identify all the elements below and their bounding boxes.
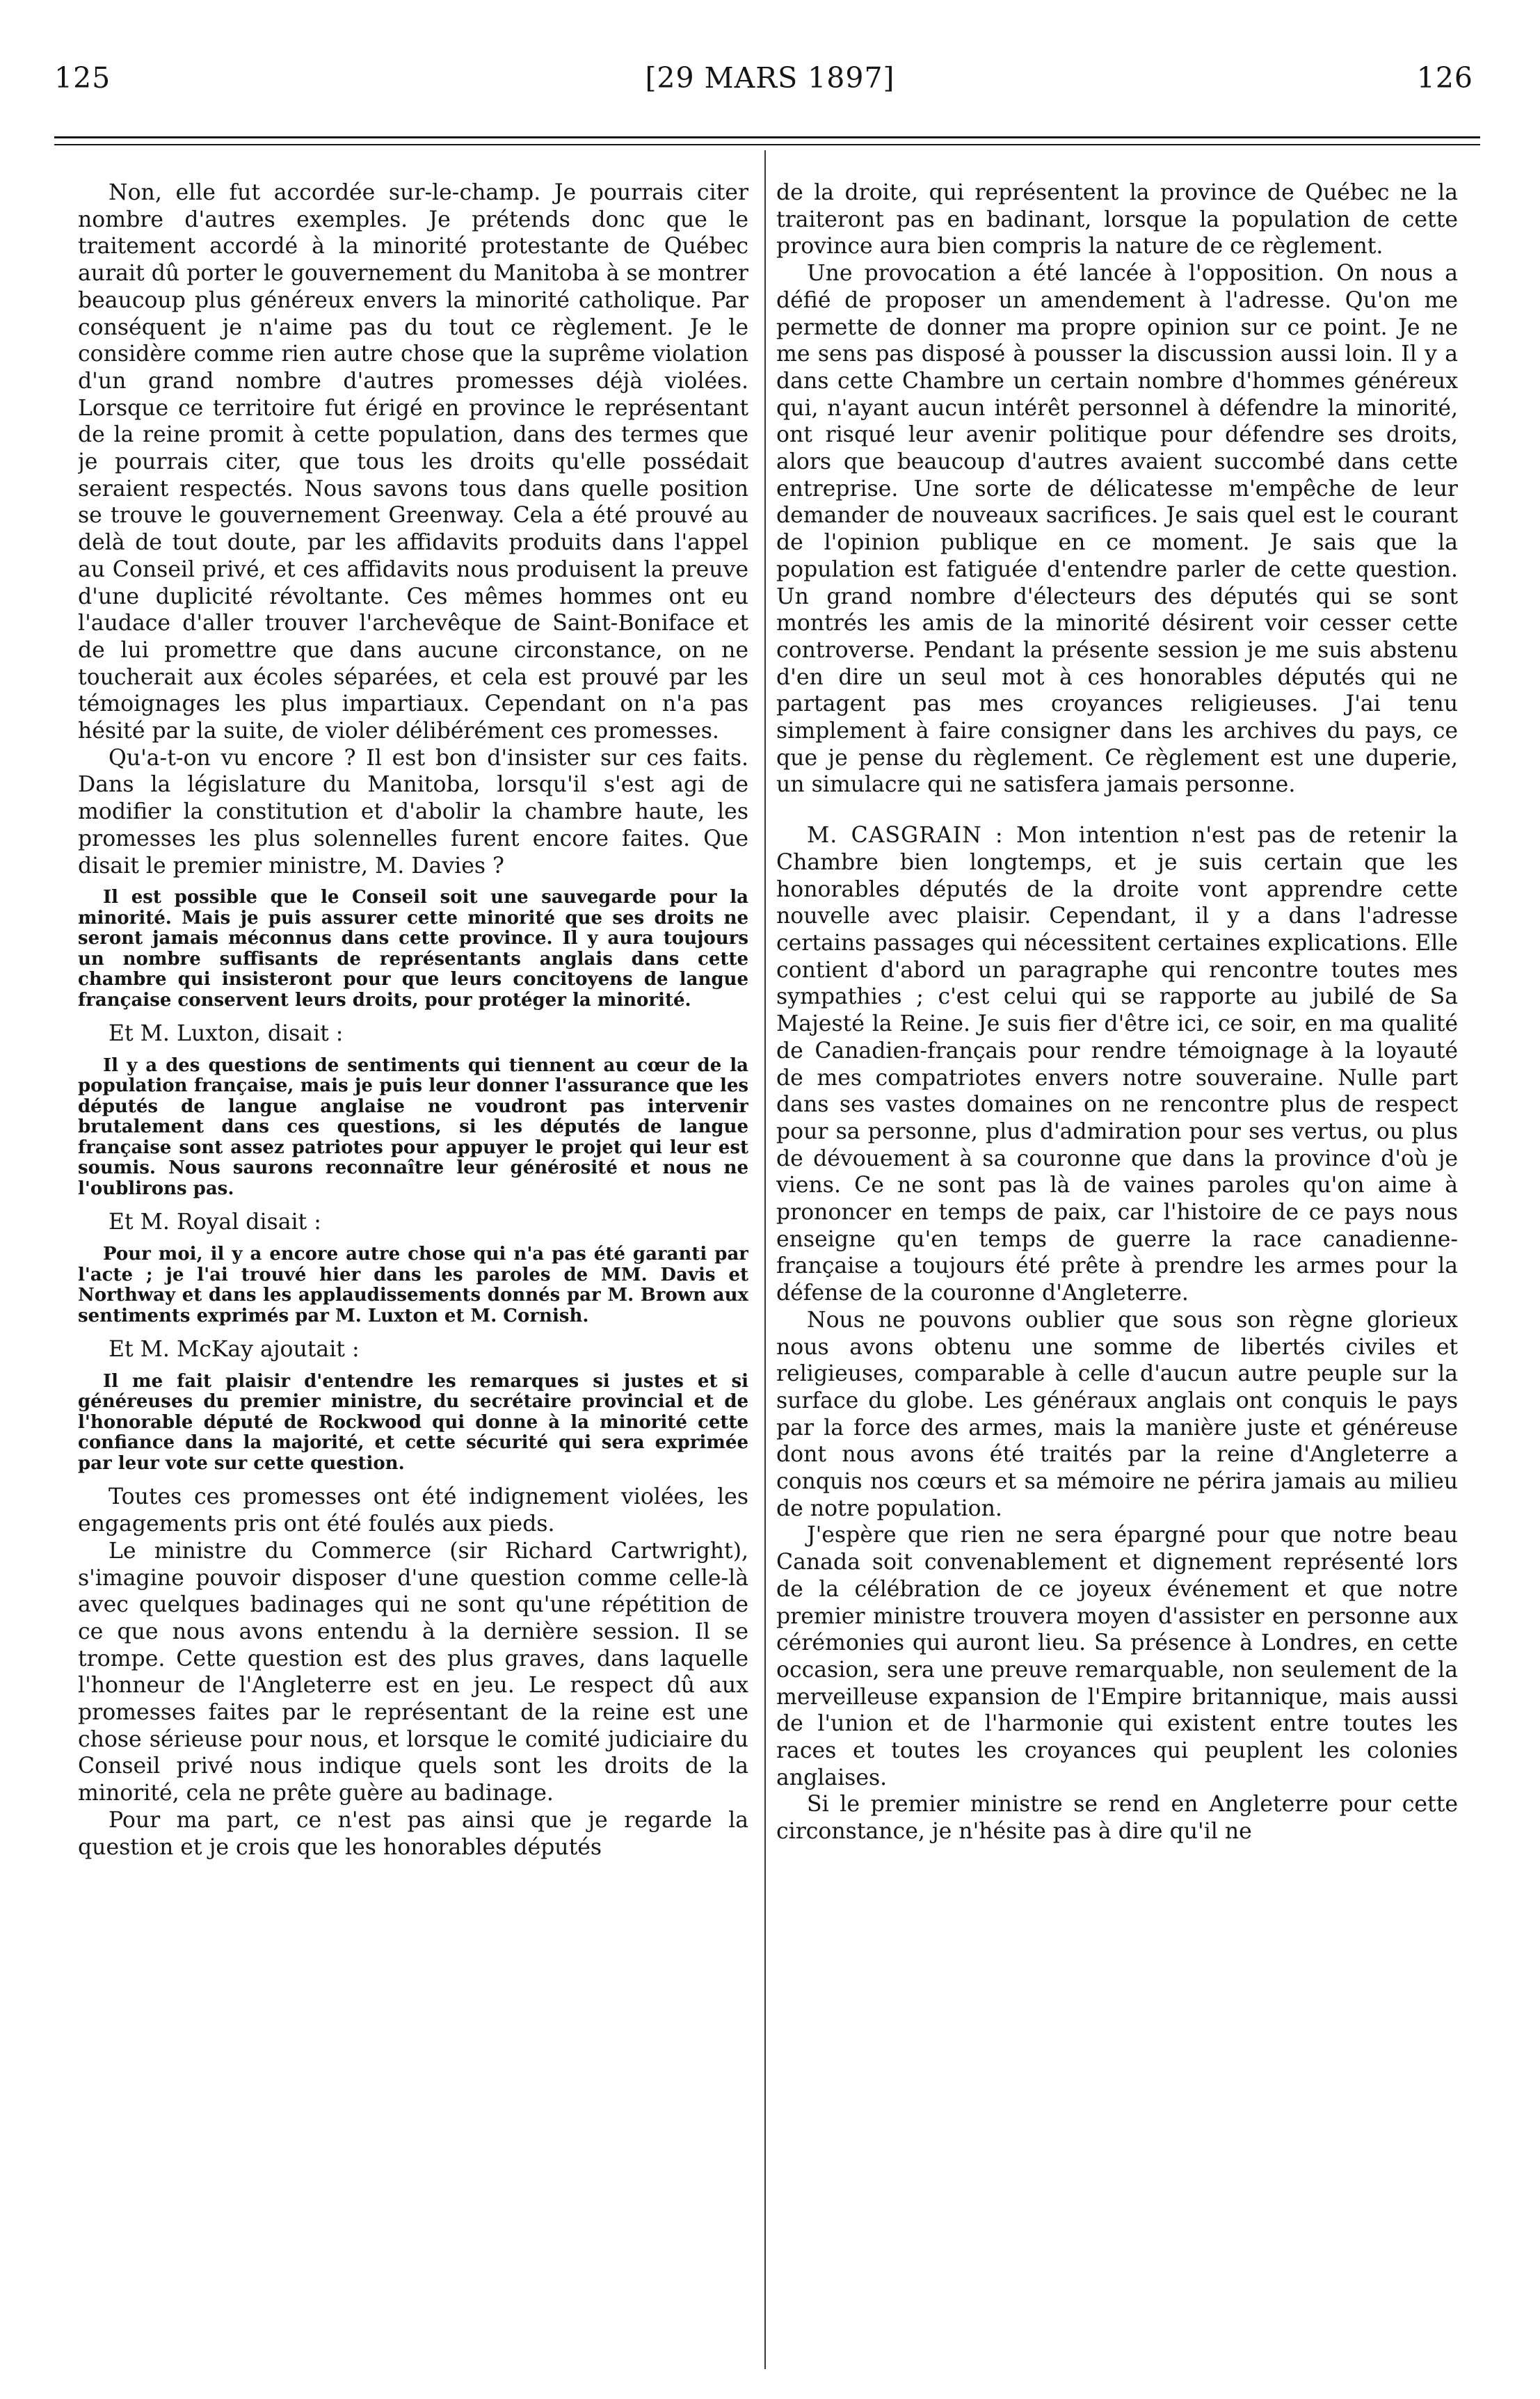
header-rule-top bbox=[54, 136, 1480, 138]
paragraph: Si le premier ministre se rend en Angleterre pour cette circonstance, je n'hésite pas à dire qu'il ne bbox=[776, 1792, 1458, 1845]
header-rule-bottom bbox=[54, 144, 1480, 145]
paragraph: Le ministre du Commerce (sir Richard Cartwright), s'imagine pouvoir disposer d'une question comme celle-là avec quelques badinages qui ne sont qu'une répétition de ce que nous avons entendu à la dernière session. Il se trompe. Cette question est des plus graves, dans laquelle l'honneur de l'Angleterre est en jeu. Le respect dû aux promesses faites par le représentant de la reine est une chose sérieuse pour nous, et lorsque le comité judiciaire du Conseil privé nous indique quels sont les droits de la minorité, cela ne prête guère au badinage. bbox=[78, 1538, 748, 1806]
paragraph: Qu'a-t-on vu encore ? Il est bon d'insister sur ces faits. Dans la législature du Manitoba, lorsqu'il s'est agi de modifier la constitution et d'abolir la chambre haute, les promesses les plus solennelles furent encore faites. Que disait le premier ministre, M. Davies ? bbox=[78, 745, 748, 878]
paragraph: Une provocation a été lancée à l'opposition. On nous a défié de proposer un amendement à l'adresse. Qu'on me permette de donner ma propre opinion sur ce point. Je ne me sens pas disposé à pousser la discussion aussi loin. Il y a dans cette Chambre un certain nombre d'hommes généreux qui, n'ayant aucun intérêt personnel à défendre la minorité, ont risqué leur avenir politique pour défendre ses droits, alors que beaucoup d'autres avaient succombé dans cette entreprise. Une sorte de délicatesse m'empêche de leur demander de nouveaux sacrifices. Je sais quel est le courant de l'opinion publique en ce moment. Je sais que la population est fatiguée d'entendre parler de cette question. Un grand nombre d'électeurs des députés qui se sont montrés les amis de la minorité désirent voir cesser cette controverse. Pendant la présente session je me suis abstenu d'en dire un seul mot à ces honorables députés qui ne partagent pas mes croyances religieuses. J'ai tenu simplement à faire consigner dans les archives du pays, ce que je pense du règlement. Ce règlement est une duperie, un simulacre qui ne satisfera jamais personne. bbox=[776, 261, 1458, 798]
quotation: Il est possible que le Conseil soit une sauvegarde pour la minorité. Mais je puis assurer cette minorité que ses droits ne seront jamais méconnus dans cette province. Il y aura toujours un nombre suffisants de représentants anglais dans cette chambre qui insisteront pour que leurs concitoyens de langue française conservent leurs droits, pour protéger la minorité. bbox=[78, 887, 748, 1011]
quotation: Il me fait plaisir d'entendre les remarques si justes et si généreuses du premier ministre, du secrétaire provincial et de l'honorable député de Rockwood qui donne à la minorité cette confiance dans la majorité, et cette sécurité qui sera exprimée par leur vote sur cette question. bbox=[78, 1370, 748, 1474]
speaker-name: M. CASGRAIN : bbox=[807, 823, 1004, 849]
page-date: [29 MARS 1897] bbox=[645, 61, 895, 95]
speech-opening bbox=[776, 822, 1458, 1307]
paragraph: J'espère que rien ne sera épargné pour que notre beau Canada soit convenablement et dignement représenté lors de la célébration de ce joyeux événement et que notre premier ministre trouvera moyen d'assister en personne aux cérémonies qui auront lieu. Sa présence à Londres, en cette occasion, sera une preuve remarquable, non seulement de la merveilleuse expansion de l'Empire britannique, mais aussi de l'union et de l'harmonie qui existent entre toutes les races et toutes les croyances qui peuplent les colonies anglaises. bbox=[776, 1523, 1458, 1790]
right-column bbox=[776, 179, 1458, 2370]
paragraph: Pour ma part, ce n'est pas ainsi que je regarde la question et je crois que les honorables députés bbox=[78, 1807, 748, 1860]
paragraph: Nous ne pouvons oublier que sous son règne glorieux nous avons obtenu une somme de libertés civiles et religieuses, comparable à celle d'aucun autre peuple sur la surface du globe. Les généraux anglais ont conquis le pays par la force des armes, mais la manière juste et généreuse dont nous avons été traités par la reine d'Angleterre a conquis nos cœurs et sa mémoire ne périra jamais au milieu de notre population. bbox=[776, 1307, 1458, 1521]
paragraph: Et M. McKay ajoutait : bbox=[109, 1337, 360, 1363]
paragraph: Toutes ces promesses ont été indignement violées, les engagements pris ont été foulés aux pieds. bbox=[78, 1484, 748, 1537]
left-column bbox=[78, 179, 748, 2370]
paragraph: de la droite, qui représentent la province de Québec ne la traiteront pas en badinant, lorsque la population de cette province aura bien compris la nature de ce règlement. bbox=[776, 180, 1458, 259]
page-number-right: 126 bbox=[1416, 61, 1473, 95]
quotation: Pour moi, il y a encore autre chose qui n'a pas été garanti par l'acte ; je l'ai trouvé hier dans les paroles de MM. Davis et Northway et dans les applaudissements donnés par M. Brown aux sentiments exprimés par M. Luxton et M. Cornish. bbox=[78, 1244, 748, 1326]
paragraph: Non, elle fut accordée sur-le-champ. Je pourrais citer nombre d'autres exemples. Je prétends donc que le traitement accordé à la minorité protestante de Québec aurait dû porter le gouvernement du Manitoba à se montrer beaucoup plus généreux envers la minorité catholique. Par conséquent je n'aime pas du tout ce règlement. Je le considère comme rien autre chose que la suprême violation d'un grand nombre d'autres promesses déjà violées. Lorsque ce territoire fut érigé en province le représentant de la reine promit à cette population, dans des termes que je pourrais citer, que tous les droits qu'elle possédait seraient respectés. Nous savons tous dans quelle position se trouve le gouvernement Greenway. Cela a été prouvé au delà de tout doute, par les affidavits produits dans l'appel au Conseil privé, et ces affidavits nous produisent la preuve d'une duplicité révoltante. Ces mêmes hommes ont eu l'audace d'aller trouver l'archevêque de Saint-Boniface et de lui promettre que dans aucune circonstance, on ne toucherait aux écoles séparées, et cela est prouvé par les témoignages les plus impartiaux. Cependant on n'a pas hésité par la suite, de violer délibérément ces promesses. bbox=[78, 180, 748, 744]
paragraph: Et M. Royal disait : bbox=[109, 1210, 321, 1235]
page-number-left: 125 bbox=[54, 61, 111, 95]
column-divider bbox=[764, 150, 766, 2369]
quotation: Il y a des questions de sentiments qui tiennent au cœur de la population française, mais je puis leur donner l'assurance que les députés de langue anglaise ne voudront pas intervenir brutalement dans ces questions, si les députés de langue française sont assez patriotes pour appuyer le projet qui leur est soumis. Nous saurons reconnaître leur générosité et nous ne l'oublirons pas. bbox=[78, 1054, 748, 1199]
speech-text: Mon intention n'est pas de retenir la Chambre bien longtemps, et je suis certain que les honorables députés de la droite vont apprendre cette nouvelle avec plaisir. Cependant, il y a dans l'adresse certains passages qui nécessitent certaines explications. Elle contient d'abord un paragraphe qui rencontre toutes mes sympathies ; c'est celui qui se rapporte au jubilé de Sa Majesté la Reine. Je suis fier d'être ici, ce soir, en ma qualité de Canadien-français pour rendre témoignage à la loyauté de mes compatriotes envers notre souveraine. Nulle part dans ses vastes domaines on ne rencontre plus de respect pour sa personne, plus d'admiration pour ses vertus, ou plus de dévouement à sa couronne que dans la province d'où je viens. Ce ne sont pas là de vaines paroles qu'on aime à prononcer en temps de paix, car l'histoire de ce pays nous enseigne qu'en temps de guerre la race canadienne-française a toujours été prête à prendre les armes pour la défense de la couronne d'Angleterre. bbox=[776, 823, 1458, 1306]
paragraph: Et M. Luxton, disait : bbox=[109, 1021, 344, 1047]
